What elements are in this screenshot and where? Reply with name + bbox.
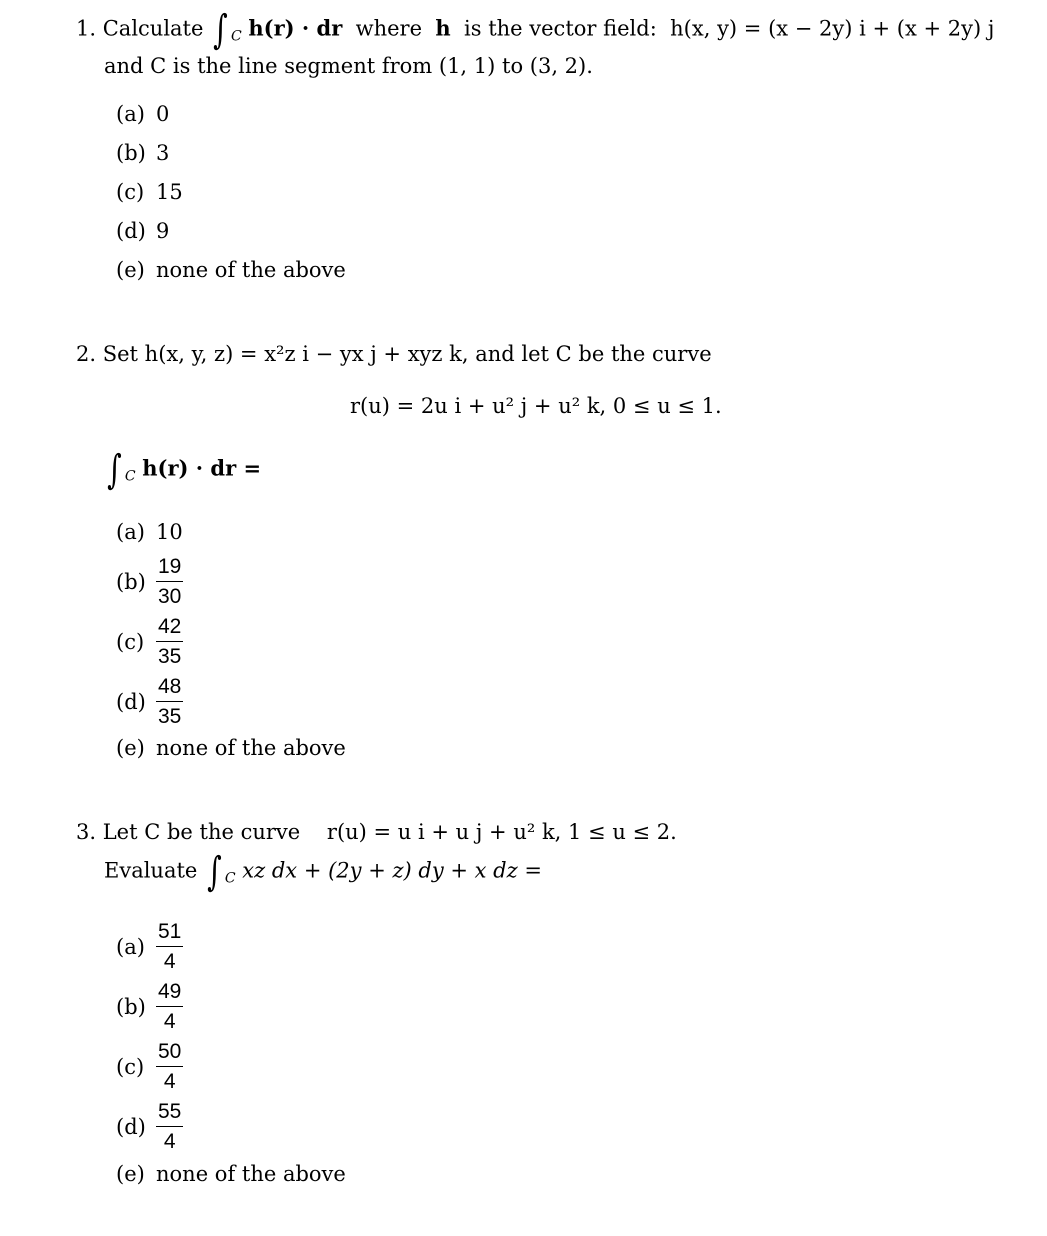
- q3-option-e: (e) none of the above: [116, 1162, 346, 1186]
- q3-intro: Let C be the curve: [102, 820, 301, 844]
- q1-field-desc: is the vector field:: [464, 16, 657, 41]
- q3-option-a: (a) $\frac{51}{4}$: [116, 920, 182, 973]
- q1-option-c: (c) 15: [116, 180, 183, 204]
- integral-sign: ∫: [107, 447, 122, 493]
- q3-line1: [76, 820, 677, 844]
- q1-prefix: Calculate: [102, 16, 204, 41]
- q1-integrand: h(r) · dr: [248, 15, 343, 41]
- q3-integrand: xz dx + (2y + z) dy + x dz =: [242, 858, 542, 883]
- integral-sign: ∫: [213, 7, 228, 53]
- q3-line2: [104, 849, 542, 895]
- fraction: $\frac{49}{4}$: [158, 980, 182, 1033]
- q3-option-d: (d) $\frac{55}{4}$: [116, 1100, 182, 1153]
- fraction: $\frac{48}{35}$: [158, 675, 182, 728]
- q2-option-b: (b) $\frac{19}{30}$: [116, 555, 182, 608]
- fraction: $\frac{51}{4}$: [158, 920, 182, 973]
- q1-where: where: [355, 16, 423, 41]
- q2-integral: [104, 447, 262, 493]
- q1-field: h(x, y) = (x − 2y) i + (x + 2y) j: [670, 16, 995, 41]
- fraction: $\frac{55}{4}$: [158, 1100, 182, 1153]
- q1-line1: [76, 7, 995, 53]
- q1-option-b: (b) 3: [116, 141, 170, 165]
- q2-option-d: (d) $\frac{48}{35}$: [116, 675, 182, 728]
- q2-option-a: (a) 10: [116, 520, 183, 544]
- integral-subscript: C: [224, 870, 236, 887]
- q1-option-d: (d) 9: [116, 219, 170, 243]
- fraction: $\frac{42}{35}$: [158, 615, 182, 668]
- integral-sign: ∫: [207, 849, 222, 895]
- q1-option-a: (a) 0: [116, 102, 170, 126]
- q3-option-c: (c) $\frac{50}{4}$: [116, 1040, 182, 1093]
- q2-option-c: (c) $\frac{42}{35}$: [116, 615, 182, 668]
- q2-number: 2.: [76, 342, 97, 366]
- fraction: $\frac{50}{4}$: [158, 1040, 182, 1093]
- q1-number: 1.: [76, 16, 97, 41]
- q1-h-symbol: h: [435, 15, 451, 41]
- fraction: $\frac{19}{30}$: [158, 555, 182, 608]
- q2-line1: [76, 342, 712, 366]
- q2-curve: r(u) = 2u i + u² j + u² k, 0 ≤ u ≤ 1.: [350, 394, 722, 418]
- q2-option-e: (e) none of the above: [116, 736, 346, 760]
- q2-integrand: h(r) · dr =: [142, 455, 262, 481]
- q1-line2: and C is the line segment from (1, 1) to (3, 2).: [104, 54, 593, 78]
- q3-curve: r(u) = u i + u j + u² k, 1 ≤ u ≤ 2.: [326, 820, 677, 844]
- integral-subscript: C: [230, 28, 242, 45]
- q2-intro: Set h(x, y, z) = x²z i − yx j + xyz k, and let C be the curve: [102, 342, 712, 366]
- q3-option-b: (b) $\frac{49}{4}$: [116, 980, 182, 1033]
- q3-evaluate: Evaluate: [104, 858, 198, 883]
- q1-option-e: (e) none of the above: [116, 258, 346, 282]
- q3-number: 3.: [76, 820, 97, 844]
- integral-subscript: C: [124, 468, 136, 485]
